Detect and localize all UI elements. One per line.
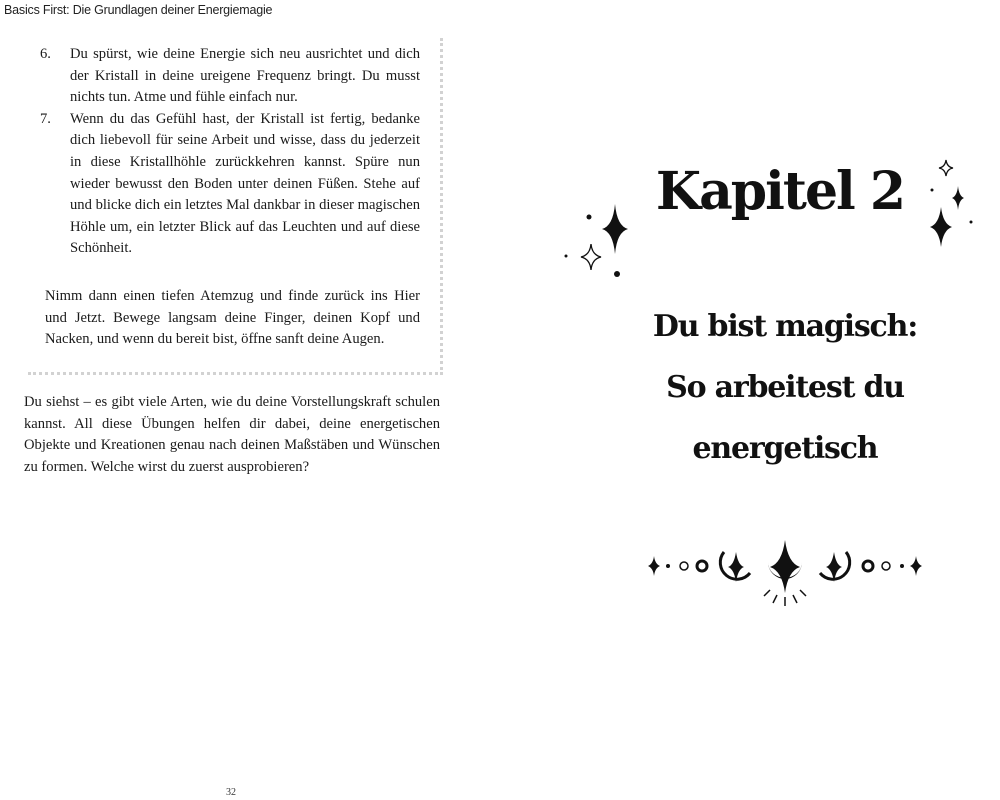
step-text: Du spürst, wie deine Energie sich neu ausrichtet und dich der Kristall in deine ureigene Frequenz bringt. Du musst nichts tun. Atme und fühle einfach nur. <box>70 46 420 106</box>
sparkle-outline-icon <box>581 244 601 270</box>
moon-star-ornament-icon <box>640 535 930 615</box>
subtitle-line: Du bist magisch: <box>652 309 918 344</box>
step-text: Wenn du das Gefühl hast, der Kristall ist fertig, bedanke dich liebevoll für seine Arbeit und wisse, dass du jederzeit in diese Kristallhöhle zurückkehren kannst. Spüre nun wieder bewusst den Boden unter deinen Füßen. Stehe auf und blicke dich ein letztes Mal dankbar in dieser magischen Höhle um, ein letzter Blick auf das Leuchten und auf diese Schönheit. <box>70 110 420 257</box>
running-header: Basics First: Die Grundlagen deiner Energiemagie <box>4 3 273 17</box>
chapter-title: Kapitel 2 <box>655 161 905 222</box>
subtitle-line: energetisch <box>692 431 878 466</box>
body-paragraph: Du siehst – es gibt viele Arten, wie du deine Vorstellungskraft schulen kannst. All diese Übungen helfen dir dabei, deine energetischen Objekte und Kreationen genau nach deinen Maßstäben und Wünschen zu formen. Welche wirst du zuerst ausprobieren? <box>24 394 440 475</box>
dot-icon <box>565 255 568 258</box>
page-number: 32 <box>226 787 236 798</box>
step-number: 6. <box>40 46 51 62</box>
step-number: 7. <box>40 110 51 127</box>
chapter-subtitle <box>585 296 985 479</box>
dot-icon <box>614 271 620 277</box>
closing-paragraph: Nimm dann einen tiefen Atemzug und finde zurück ins Hier und Jetzt. Bewege langsam deine Finger, deinen Kopf und Nacken, und wenn du bereit bist, öffne sanft deine Augen. <box>45 288 420 348</box>
subtitle-line: So arbeitest du <box>666 370 904 405</box>
